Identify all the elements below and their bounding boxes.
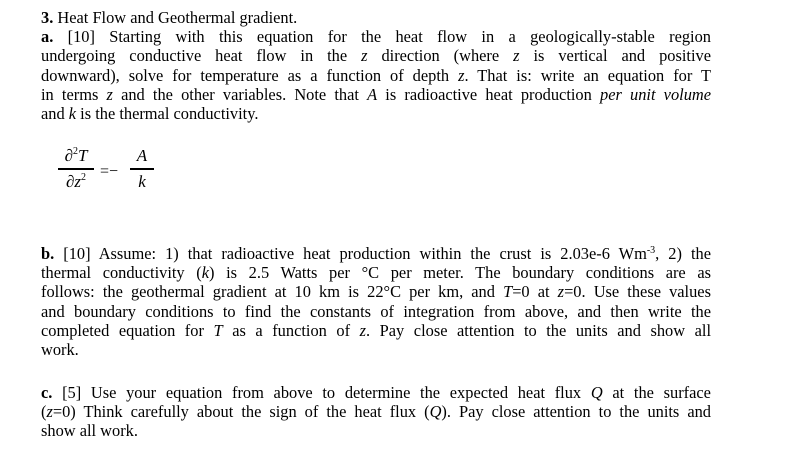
equals-minus-sign: =−: [100, 163, 119, 180]
part-a-line-3: downward), solve for temperature as a function of depth z. That is: write an equation for T: [41, 65, 711, 85]
rhs-fraction: [130, 146, 154, 192]
part-b: [41, 244, 711, 359]
part-a-line-5: and k is the thermal conductivity.: [41, 103, 259, 123]
part-c-line-1: c. [5] Use your equation from above to determine the expected heat flux Q at the surface: [41, 383, 711, 402]
part-a-label: a.: [41, 27, 54, 47]
part-c-points: [5]: [62, 383, 82, 402]
part-b-line-3: follows: the geothermal gradient at 10 km is 22°C per km, and T=0 at z=0. Use these values: [41, 282, 711, 302]
part-c: [41, 383, 711, 441]
part-a-points: [10]: [67, 27, 95, 47]
question-title: Heat Flow and Geothermal gradient.: [57, 8, 298, 27]
question-heading: [41, 8, 711, 27]
part-a-line-4: in terms z and the other variables. Note that A is radioactive heat production per unit volume: [41, 84, 711, 104]
part-a: [41, 27, 711, 123]
part-b-line-2: thermal conductivity (k) is 2.5 Watts per °C per meter. The boundary conditions are as: [41, 263, 711, 283]
part-c-line-3: show all work.: [41, 421, 138, 441]
part-b-line-6: work.: [41, 339, 79, 359]
part-c-line-2: (z=0) Think carefully about the sign of the heat flux (Q). Pay close attention to the units and: [41, 402, 711, 422]
part-c-label: c.: [41, 383, 53, 402]
part-b-label: b.: [41, 244, 55, 263]
part-b-line-4: and boundary conditions to find the constants of integration from above, and then write the: [41, 301, 711, 321]
lhs-numerator: ∂$^2$T: [64, 146, 88, 165]
question-document: [41, 8, 711, 123]
part-b-line-5: completed equation for T as a function of z. Pay close attention to the units and show all: [41, 320, 711, 340]
question-number: 3.: [41, 8, 54, 27]
lhs-fraction: [58, 146, 94, 192]
lhs-denominator: $\partial z^2$: [65, 171, 87, 191]
rhs-numerator: A: [136, 146, 148, 165]
heat-equation: [58, 142, 178, 212]
part-b-points: [10]: [63, 244, 91, 263]
part-a-line-1: a. [10] Starting with this equation for the heat flow in a geologically-stable region: [41, 27, 711, 47]
rhs-denominator: k: [138, 171, 146, 191]
part-a-line-2: undergoing conductive heat flow in the z direction (where z is vertical and positive: [41, 46, 711, 66]
part-b-line-1: b. [10] Assume: 1) that radioactive heat production within the crust is 2.03e-6 $Wm^{-3}$, 2) the: [41, 244, 711, 263]
